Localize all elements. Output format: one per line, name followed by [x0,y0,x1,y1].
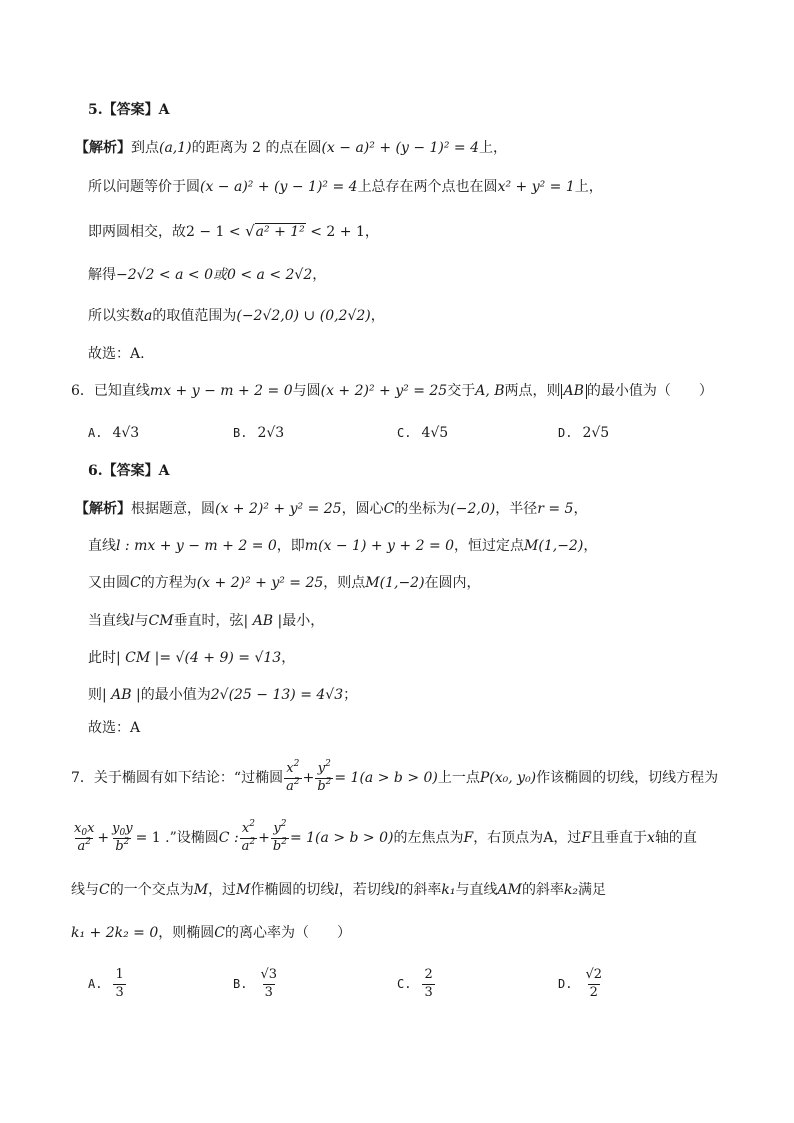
math-circle-eq: (x + 2)² + y² = 25 [215,501,342,517]
math-var: C [99,882,110,898]
text: 故选：A [88,720,141,736]
frac-y2-b2: $\frac{y^2}{b^2}$ [272,818,287,854]
math-var: k₂ [563,882,579,898]
q5-explain-line-4 [88,268,326,282]
math-circle-eq-2: x² + y² = 1 [497,179,575,195]
text: ，则点 [323,575,366,591]
explain-tag: 【解析】 [75,501,131,517]
q5-explain-line-3 [88,224,379,239]
text: 上， [479,140,508,156]
math-var: F [581,830,592,846]
text: 与圆 [292,383,321,399]
text: ，恒过定点 [454,538,525,554]
math-circle-eq: (x − a)² + (y − 1)² = 4 [321,140,480,156]
math-var: C [214,925,225,941]
text: ，半径 [495,501,538,517]
math-range: (−2√2,0) ∪ (0,2√2) [236,308,371,324]
frac-x2-a2: $\frac{x^2}{a^2}$ [286,758,300,794]
text: ， [583,538,598,554]
text: ， [281,650,296,666]
q5-explain-line-5 [88,309,385,323]
q6-answer-text: 6.【答案】A [88,463,170,479]
q6-answer-label [88,464,169,478]
math-segment: CM [148,613,174,629]
text: ，过 [553,830,582,846]
sqrt-expr: √a² + 1² [245,222,305,240]
text: 的最小值为（ ） [586,383,713,399]
math-var: M [236,882,251,898]
math-min-value: 2√(25 − 13) = 4√3 [210,687,344,703]
option-label: D. [558,977,573,992]
q6-option-d [558,426,609,440]
math-var: C [383,501,395,517]
text: 此时 [88,650,116,666]
text: ，即 [276,538,305,554]
q7-stem-line-2: $\frac{x_0x}{a^2}$ + $\frac{y_0y}{b^2}$ = 1 . ”设椭圆 C : $\frac{x^2}{a^2}$ + $\frac{y^2}{b^2}$ = 1(a > b > 0) 的左焦点为 F ，右顶点为 A ，过 F 且垂直于 x 轴的直 [71,818,697,858]
text: 与直线 [455,882,498,898]
text: 轴的直 [654,830,697,846]
math-var: C [130,575,141,591]
math-point: M(1,−2) [365,575,425,591]
text: 则 [88,687,102,703]
text: 交于 [447,383,476,399]
option-value: 4√3 [112,425,140,441]
q6-stem [71,384,713,399]
frac-num: 2 [424,967,433,982]
math-var: l [394,882,400,898]
option-label: A. [88,426,103,440]
option-fraction [113,968,125,1001]
text: 的斜率 [399,882,442,898]
q6-answer-choice [88,721,140,735]
math-var: x [647,830,655,846]
math-abs-ab: AB [561,384,587,399]
text: 故选：A. [88,346,145,362]
math-point-p: P(x₀, y₀) [479,770,537,786]
explain-tag: 【解析】 [75,140,131,156]
text: 的坐标为 [394,501,451,517]
q5-answer-text: 5.【答案】A [88,102,170,118]
math-var: k₁ [441,882,456,898]
math-var: l [130,613,135,629]
option-label: A. [88,977,103,992]
math-tangent-rhs: = 1 . [135,830,170,846]
q7-stem-line-3 [71,883,606,897]
option-value: 4√5 [421,425,449,441]
text: 的一个交点为 [109,882,194,898]
q5-explain-line-2 [88,180,603,194]
q6-explain-line-5 [88,651,295,665]
text: 最小， [282,613,325,629]
text: ， [364,224,379,240]
frac-y2-b2: $\frac{y^2}{b^2}$ [317,758,332,794]
text: 6．已知直线 [71,383,150,399]
math-radius: r = 5 [537,501,574,517]
math-points: A, B [475,383,505,399]
text: 的最小值为 [140,687,211,703]
math-circle-eq: (x − a)² + (y − 1)² = 4 [200,179,358,195]
math-line-eq: l : mx + y − m + 2 = 0 [116,538,277,554]
option-label: B. [233,977,248,992]
text: ，若切线 [338,882,395,898]
math-ineq-left: 2 − 1 < [186,224,241,240]
text: 的左焦点为 [393,830,464,846]
text: ，右顶点为 [473,830,544,846]
math-point: (a,1) [159,140,192,156]
q6-explain-line-4 [88,614,324,628]
math-chord: | AB | [243,613,283,629]
text: 的距离为 2 的点在圆 [191,140,322,156]
option-fraction [583,968,604,1001]
text: 所以实数 [88,308,144,324]
option-label: C. [397,977,412,992]
frac-num: √2 [585,967,603,982]
q6-option-c [397,426,448,440]
q7-stem-line-1: 7．关于椭圆有如下结论：“过椭圆 $\frac{x^2}{a^2}$ + $\frac{y^2}{b^2}$ = 1(a > b > 0) 上一点 P(x₀, y₀) 作该椭圆的切线，切线方程为 [71,758,718,798]
frac-num: 1 [115,967,124,982]
text: 作椭圆的切线 [250,882,335,898]
text: 的斜率 [521,882,564,898]
math-circle-eq: (x + 2)² + y² = 25 [196,575,324,591]
frac-den: 2 [589,984,598,1000]
frac-den: 3 [424,984,433,1000]
text: ， [370,308,385,324]
math-ellipse-rhs: = 1(a > b > 0) [334,770,438,786]
math-slope-condition: k₁ + 2k₂ = 0 [71,925,159,941]
q7-option-a [88,968,127,1001]
text: 两点，则 [504,383,561,399]
text: ，圆心 [341,501,384,517]
option-value: 2√5 [582,425,610,441]
math-var: M [193,882,209,898]
text: 上， [574,179,603,195]
frac-x2-a2: $\frac{x^2}{a^2}$ [241,818,256,854]
text: 的取值范围为 [152,308,237,324]
frac-x0x-a2: $\frac{x_0x}{a^2}$ [74,820,95,854]
text: ， [312,267,327,283]
text: 作该椭圆的切线，切线方程为 [536,770,719,786]
q6-option-b [233,426,284,440]
text: 即两圆相交，故 [88,224,186,240]
text: 当直线 [88,613,130,629]
math-var: AM [497,882,522,898]
math-center: (−2,0) [450,501,496,517]
text: 直线 [88,538,116,554]
q6-option-a [88,426,139,440]
text: 又由圆 [88,575,130,591]
text: 垂直时，弦 [173,613,244,629]
text: 解得 [88,267,116,283]
text: 的离心率为（ ） [225,925,351,941]
text: ， [573,501,588,517]
q6-explain-line-6 [88,688,357,702]
math-var: l [334,882,339,898]
text: ，过 [208,882,237,898]
text: 所以问题等价于圆 [88,179,200,195]
q6-explain-line-3 [88,576,481,590]
q7-option-c [397,968,436,1001]
math-var: C : [218,830,239,846]
q7-stem-line-4 [71,926,351,940]
math-var: F [463,830,474,846]
frac-num: √3 [260,967,278,982]
option-value: 2√3 [257,425,285,441]
q7-option-b [233,968,280,1001]
option-label: B. [233,426,248,440]
q6-explain-line-1 [75,502,587,516]
text: 在圆内， [424,575,481,591]
text: 的方程为 [140,575,197,591]
text: 7．关于椭圆有如下结论：“过椭圆 [71,770,284,786]
option-fraction [258,968,279,1001]
math-ellipse-rhs: = 1(a > b > 0) [289,830,394,846]
math-circle-eq: (x + 2)² + y² = 25 [320,383,448,399]
math-ineq-right: < 2 + 1 [310,224,365,240]
math-line-eq-2: m(x − 1) + y + 2 = 0 [304,538,455,554]
frac-den: 3 [115,984,124,1000]
text: 上总存在两个点也在圆 [357,179,498,195]
text: ”设椭圆 [169,830,219,846]
q7-option-d [558,968,605,1001]
text: 根据题意，圆 [131,501,215,517]
text: 与 [134,613,149,629]
text: A [543,830,554,846]
math-solution: −2√2 < a < 0或0 < a < 2√2 [116,267,313,283]
sqrt-arg: a² + 1² [255,224,305,240]
option-fraction [422,968,434,1001]
text: 线与 [71,882,99,898]
text: 上一点 [437,770,480,786]
option-label: D. [558,426,573,440]
text: 满足 [578,882,607,898]
math-var: a [144,308,153,324]
q6-explain-line-2 [88,539,597,553]
math-fixed-point: M(1,−2) [524,538,584,554]
text: 且垂直于 [591,830,648,846]
math-line-eq: mx + y − m + 2 = 0 [149,383,293,399]
math-distance: | CM |= √(4 + 9) = √13 [116,650,282,666]
option-label: C. [397,426,412,440]
frac-y0y-b2: $\frac{y_0y}{b^2}$ [112,820,133,854]
q5-answer-choice [88,347,145,361]
q5-explain-line-1 [75,141,507,155]
q5-answer-label [88,103,169,117]
text: ，则椭圆 [158,925,215,941]
math-chord: | AB | [102,687,141,703]
text: ； [343,687,358,703]
frac-den: 3 [264,984,273,1000]
text: 到点 [131,140,159,156]
